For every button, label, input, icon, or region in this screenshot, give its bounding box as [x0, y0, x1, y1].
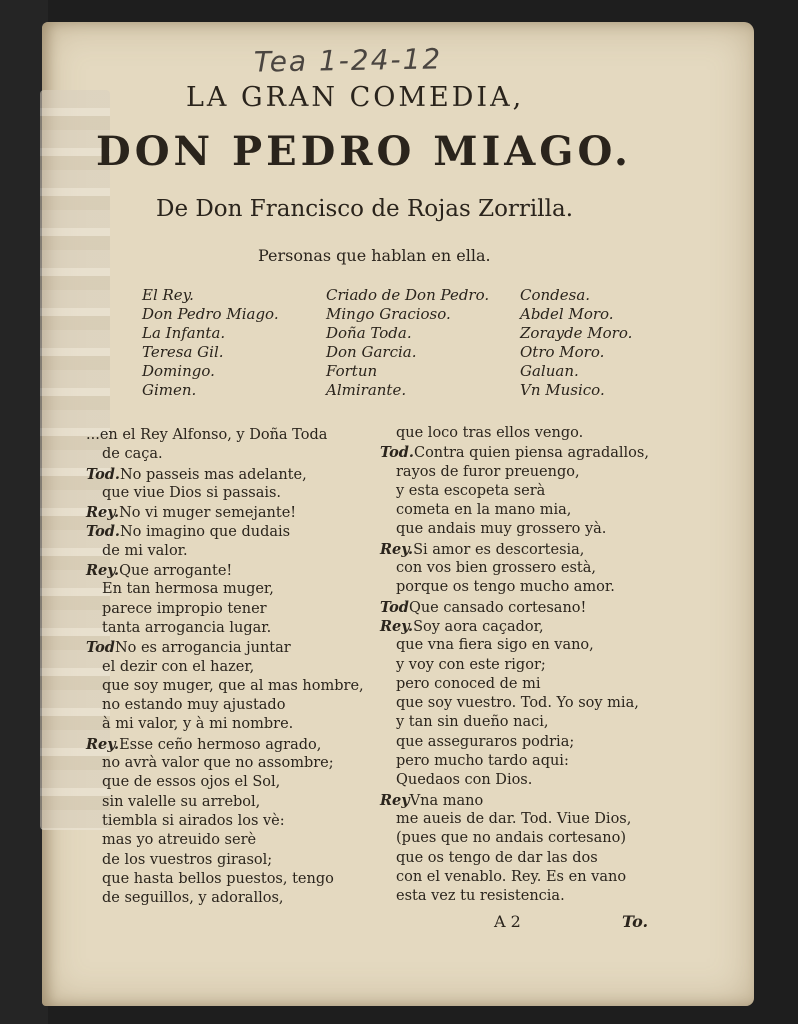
verse-text: y esta escopeta serà: [396, 482, 546, 499]
cast-entry: Domingo.: [142, 362, 215, 380]
cast-entry: Otro Moro.: [520, 343, 605, 361]
cast-entry: Criado de Don Pedro.: [326, 286, 490, 304]
verse-line: [86, 426, 364, 445]
cast-column-1: [142, 286, 279, 400]
verse-text: que andais muy grossero yà.: [396, 521, 607, 538]
verse-text: me aueis de dar. Tod. Viue Dios,: [396, 810, 632, 827]
verse-text: de seguillos, y adorallos,: [102, 890, 284, 907]
cast-entry: Zorayde Moro.: [520, 324, 633, 342]
cast-entry: Don Garcia.: [326, 343, 417, 361]
verse-line: [380, 694, 649, 713]
verse-line: [86, 619, 364, 638]
verse-line: [86, 658, 364, 677]
verse-text: que hasta bellos puestos, tengo: [102, 870, 334, 887]
verse-line: [86, 542, 364, 561]
title-line-1: LA GRAN COMEDIA,: [186, 82, 525, 113]
verse-line: [380, 617, 649, 636]
verse-text: y tan sin dueño naci,: [396, 714, 549, 731]
author-line: De Don Francisco de Rojas Zorrilla.: [156, 196, 574, 222]
speaker-label: Rey.: [380, 540, 414, 558]
verse-text: que soy vuestro. Tod. Yo soy mia,: [396, 695, 639, 712]
verse-line: [86, 445, 364, 464]
verse-text: y voy con este rigor;: [396, 656, 546, 673]
verse-text: ...en el Rey Alfonso, y Doña Toda: [86, 427, 328, 443]
verse-line: [86, 754, 364, 773]
verse-text: Soy aora caçador,: [413, 618, 544, 635]
verse-text: No passeis mas adelante,: [119, 466, 307, 483]
verse-text: rayos de furor preuengo,: [396, 463, 580, 480]
verse-text: à mi valor, y à mi nombre.: [102, 716, 294, 733]
verse-line: [86, 465, 364, 484]
verse-line: [86, 831, 364, 850]
verse-text: Que cansado cortesano!: [408, 599, 587, 616]
cast-column-3: [520, 286, 632, 400]
verse-line: [86, 870, 364, 889]
verse-text: sin valelle su arrebol,: [102, 793, 261, 810]
verse-text: No es arrogancia juntar: [114, 640, 291, 657]
verse-text: tiembla si airados los vè:: [102, 812, 285, 829]
verse-line: [86, 503, 364, 522]
verse-text: con vos bien grossero està,: [396, 560, 596, 577]
verse-line: [86, 561, 364, 580]
verse-text: Si amor es descortesia,: [413, 541, 585, 558]
verse-text: el dezir con el hazer,: [102, 658, 255, 675]
verse-text: Que arrogante!: [119, 563, 233, 580]
verse-line: [380, 771, 649, 790]
verse-text: que soy muger, que al mas hombre,: [102, 677, 364, 694]
verse-line: [380, 829, 649, 848]
verse-text: que asseguraros podria;: [396, 733, 575, 750]
verse-text: Contra quien piensa agradallos,: [413, 445, 649, 462]
verse-line: [86, 638, 364, 657]
speaker-label: Tod.: [86, 523, 120, 541]
verse-text: En tan hermosa muger,: [102, 581, 274, 598]
verse-line: [86, 773, 364, 792]
cast-entry: Abdel Moro.: [520, 305, 614, 323]
verse-line: [86, 793, 364, 812]
verse-line: [86, 812, 364, 831]
speaker-label: Tod: [86, 639, 115, 657]
cast-entry: Almirante.: [326, 381, 407, 399]
verse-line: [86, 484, 364, 503]
verse-text: no estando muy ajustado: [102, 697, 286, 714]
speaker-label: Tod.: [86, 465, 120, 483]
verse-text: pero conoced de mi: [396, 675, 541, 692]
verse-line: [380, 559, 649, 578]
verse-line: [380, 752, 649, 771]
verse-line: [86, 715, 364, 734]
verse-line: [380, 636, 649, 655]
verse-line: [380, 810, 649, 829]
cast-entry: La Infanta.: [142, 324, 226, 342]
personas-heading: Personas que hablan en ella.: [258, 246, 491, 265]
verse-line: [86, 696, 364, 715]
catchword: To.: [622, 912, 649, 931]
verse-line: [380, 791, 649, 810]
verse-text: de los vuestros girasol;: [102, 851, 273, 868]
verse-column-left: [86, 426, 364, 908]
signature-mark: A 2: [494, 912, 521, 931]
verse-line: [86, 600, 364, 619]
speaker-label: Rey.: [380, 617, 414, 635]
verse-line: [86, 889, 364, 908]
speaker-label: Tod.: [380, 444, 414, 462]
verse-line: [380, 849, 649, 868]
verse-line: [86, 522, 364, 541]
speaker-label: Rey.: [86, 504, 120, 522]
verse-line: [380, 656, 649, 675]
verse-line: [380, 424, 649, 443]
verse-line: [86, 851, 364, 870]
verse-text: No vi muger semejante!: [119, 505, 297, 522]
verse-text: Quedaos con Dios.: [396, 772, 533, 789]
speaker-label: Rey: [380, 791, 410, 809]
verse-line: [380, 675, 649, 694]
verse-text: Vna mano: [409, 792, 484, 809]
verse-text: que loco tras ellos vengo.: [396, 425, 584, 441]
verse-text: que vna fiera sigo en vano,: [396, 637, 594, 654]
cast-entry: Vn Musico.: [520, 381, 605, 399]
cast-entry: Gimen.: [142, 381, 197, 399]
speaker-label: Rey.: [86, 735, 120, 753]
cast-entry: Galuan.: [520, 362, 579, 380]
verse-text: parece impropio tener: [102, 600, 267, 617]
verse-text: esta vez tu resistencia.: [396, 888, 565, 905]
verse-text: pero mucho tardo aqui:: [396, 753, 569, 770]
cast-entry: Condesa.: [520, 286, 591, 304]
verse-line: [380, 868, 649, 887]
cast-entry: El Rey.: [142, 286, 194, 304]
cast-entry: Teresa Gil.: [142, 343, 224, 361]
verse-text: que os tengo de dar las dos: [396, 849, 598, 866]
verse-line: [380, 578, 649, 597]
verse-text: con el venablo. Rey. Es en vano: [396, 868, 627, 885]
verse-line: [86, 735, 364, 754]
cast-entry: Don Pedro Miago.: [142, 305, 279, 323]
verse-line: [380, 501, 649, 520]
verse-text: de mi valor.: [102, 542, 188, 559]
verse-text: que de essos ojos el Sol,: [102, 774, 281, 791]
verse-text: (pues que no andais cortesano): [396, 830, 626, 847]
handwritten-shelfmark: Tea 1-24-12: [253, 42, 443, 79]
verse-line: [380, 463, 649, 482]
verse-text: tanta arrogancia lugar.: [102, 619, 272, 636]
verse-line: [380, 713, 649, 732]
verse-text: no avrà valor que no assombre;: [102, 755, 334, 772]
verse-line: [380, 733, 649, 752]
verse-line: [86, 580, 364, 599]
verse-line: [380, 520, 649, 539]
cast-entry: Fortun: [326, 362, 378, 380]
verse-line: [380, 540, 649, 559]
verse-text: porque os tengo mucho amor.: [396, 579, 615, 596]
verse-text: mas yo atreuido serè: [102, 832, 257, 849]
speaker-label: Rey.: [86, 562, 120, 580]
verse-column-right: [380, 424, 649, 906]
title-line-2: DON PEDRO MIAGO.: [96, 128, 632, 175]
verse-line: [380, 443, 649, 462]
verse-line: [86, 677, 364, 696]
verse-line: [380, 598, 649, 617]
verse-line: [380, 482, 649, 501]
verse-text: No imagino que dudais: [119, 524, 291, 541]
verse-line: [380, 887, 649, 906]
speaker-label: Tod: [380, 598, 409, 616]
verse-text: que viue Dios si passais.: [102, 484, 282, 501]
verse-text: de caça.: [102, 446, 163, 463]
cast-column-2: [326, 286, 489, 400]
cast-entry: Doña Toda.: [326, 324, 412, 342]
verse-text: Esse ceño hermoso agrado,: [119, 736, 322, 753]
cast-entry: Mingo Gracioso.: [326, 305, 451, 323]
verse-text: cometa en la mano mia,: [396, 502, 572, 519]
